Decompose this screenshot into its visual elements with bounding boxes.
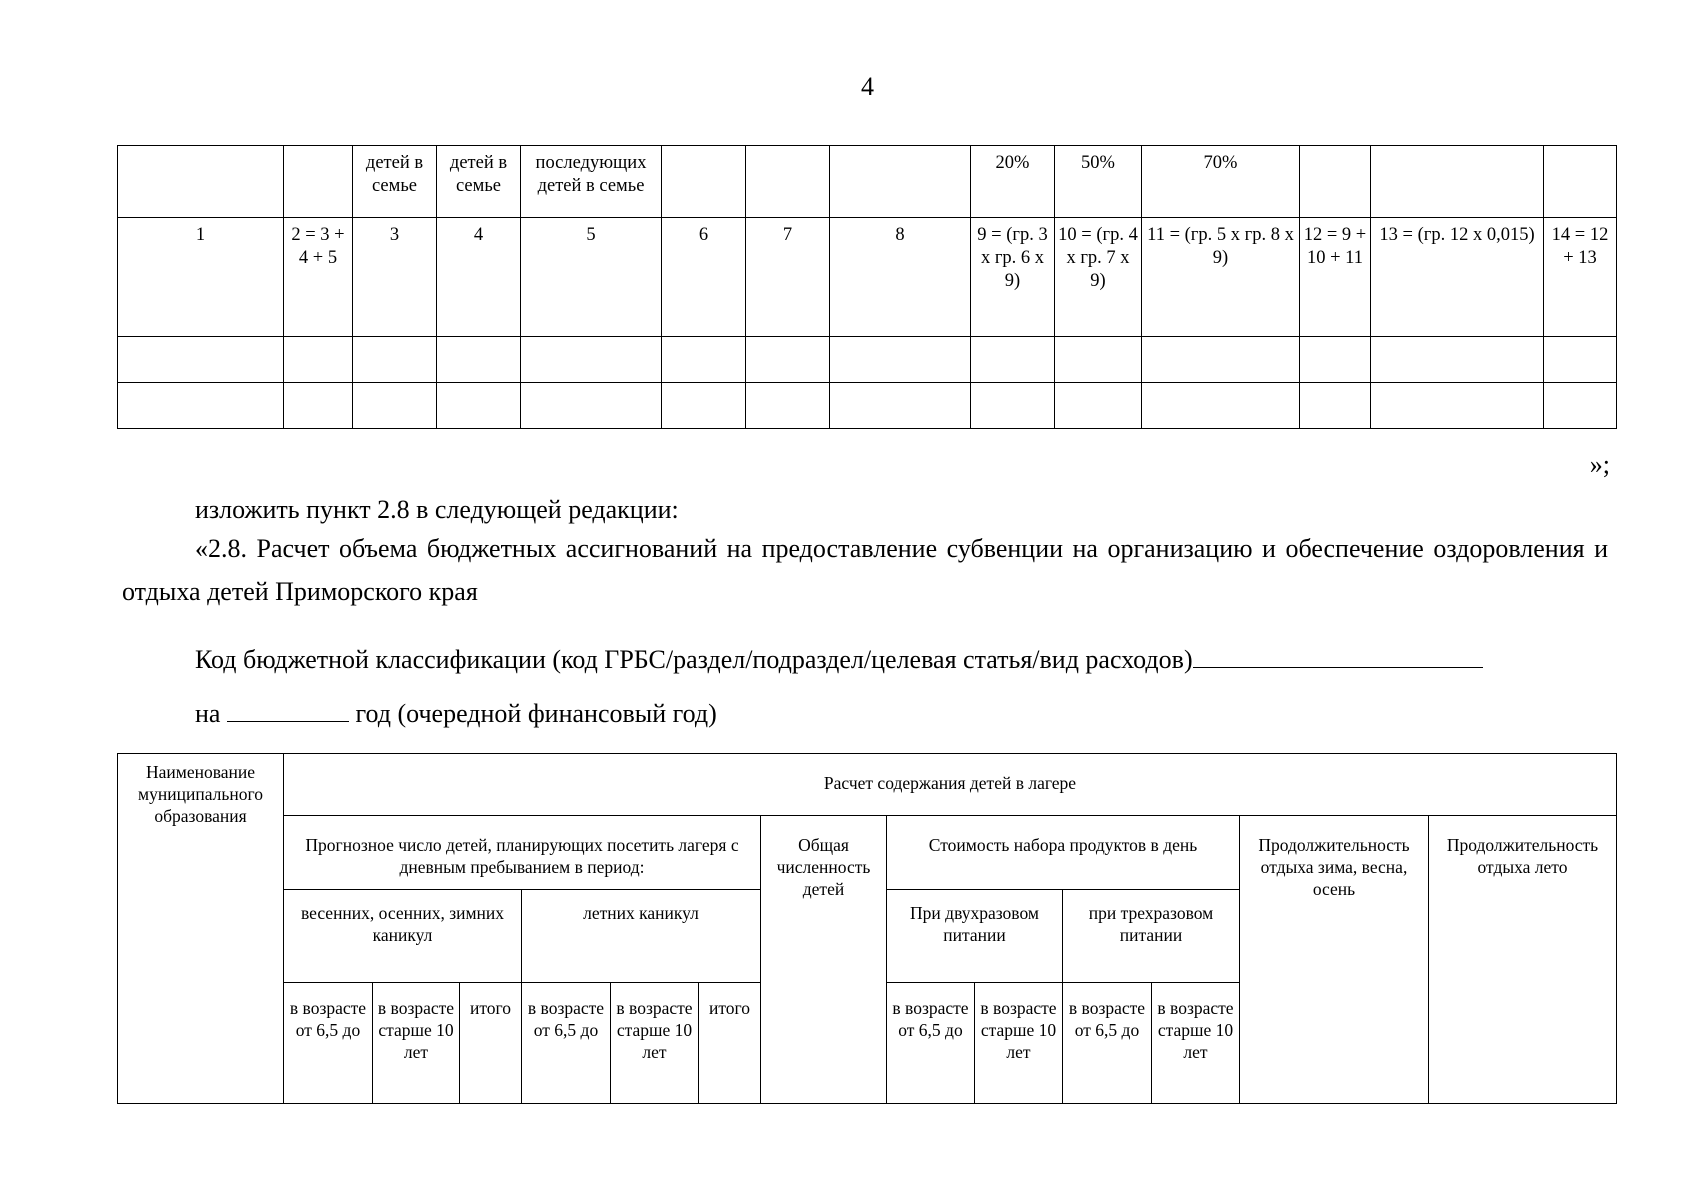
table-cell: 70%: [1142, 146, 1300, 218]
table-cell: 7: [746, 218, 830, 337]
budget-code-line: [195, 638, 1483, 681]
year-prefix: на: [195, 699, 221, 728]
year-blank: [227, 697, 349, 722]
age-young-header: в возрасте от 6,5 до: [887, 983, 975, 1104]
table-cell: 10 = (гр. 4 х гр. 7 х 9): [1055, 218, 1142, 337]
table-row-empty: [118, 337, 1617, 383]
spring-autumn-winter-header: весенних, осенних, зимних каникул: [284, 890, 522, 983]
table-cell: 8: [830, 218, 971, 337]
summer-header: летних каникул: [522, 890, 761, 983]
section-2-8-title: «2.8. Расчет объема бюджетных ассигнований на предоставление субвенции на организацию и обеспечение оздоровления и отдыха детей Приморского края: [122, 534, 1608, 606]
table-cell: 2 = 3 + 4 + 5: [284, 218, 353, 337]
forecast-header: Прогнозное число детей, планирующих посетить лагеря с дневным пребыванием в период:: [284, 816, 761, 890]
age-old-header: в возрасте старше 10 лет: [1152, 983, 1240, 1104]
table-cell: [662, 146, 746, 218]
amendment-instruction: изложить пункт 2.8 в следующей редакции:: [195, 495, 679, 524]
table-cell: [1544, 146, 1617, 218]
table-cell: 14 = 12 + 13: [1544, 218, 1617, 337]
age-old-header: в возрасте старше 10 лет: [611, 983, 699, 1104]
duration-wsa-header: Продолжительность отдыха зима, весна, осень: [1240, 816, 1429, 1104]
table-cell: 4: [437, 218, 521, 337]
table-cell: [746, 146, 830, 218]
table-cell: последующих детей в семье: [521, 146, 662, 218]
itogo-header: итого: [699, 983, 761, 1104]
two-meals-header: При двухразовом питании: [887, 890, 1063, 983]
table-cell: 3: [353, 218, 437, 337]
table-cell: 5: [521, 218, 662, 337]
year-suffix: год (очередной финансовый год): [355, 699, 717, 728]
table-row-column-numbers: [118, 218, 1617, 337]
closing-quote: »;: [1589, 450, 1610, 479]
calc-table-continuation: [117, 145, 1617, 429]
itogo-header: итого: [460, 983, 522, 1104]
age-young-header: в возрасте от 6,5 до: [522, 983, 611, 1104]
table-cell: 1: [118, 218, 284, 337]
age-old-header: в возрасте старше 10 лет: [975, 983, 1063, 1104]
table-cell: [1300, 146, 1371, 218]
table-cell: детей в семье: [353, 146, 437, 218]
page-number: 4: [861, 72, 874, 101]
table-row-empty: [118, 383, 1617, 429]
budget-code-label: Код бюджетной классификации (код ГРБС/раздел/подраздел/целевая статья/вид расходов): [195, 645, 1193, 674]
age-old-header: в возрасте старше 10 лет: [373, 983, 460, 1104]
duration-summer-header: Продолжительность отдыха лето: [1429, 816, 1617, 1104]
three-meals-header: при трехразовом питании: [1063, 890, 1240, 983]
age-young-header: в возрасте от 6,5 до: [1063, 983, 1152, 1104]
table-cell: 11 = (гр. 5 х гр. 8 х 9): [1142, 218, 1300, 337]
year-line: [195, 692, 717, 735]
table-cell: 20%: [971, 146, 1055, 218]
food-cost-header: Стоимость набора продуктов в день: [887, 816, 1240, 890]
table-cell: [118, 146, 284, 218]
table-cell: [830, 146, 971, 218]
table-cell: детей в семье: [437, 146, 521, 218]
table-cell: 12 = 9 + 10 + 11: [1300, 218, 1371, 337]
table-cell: [1371, 146, 1544, 218]
budget-code-blank: [1193, 643, 1483, 668]
table-cell: 9 = (гр. 3 х гр. 6 х 9): [971, 218, 1055, 337]
table-cell: [284, 146, 353, 218]
table-cell: 50%: [1055, 146, 1142, 218]
municipality-header: Наименование муниципального образования: [118, 754, 284, 1104]
total-children-header: Общая численность детей: [761, 816, 887, 1104]
table-row-header: [118, 146, 1617, 218]
age-young-header: в возрасте от 6,5 до: [284, 983, 373, 1104]
calc-header: Расчет содержания детей в лагере: [284, 754, 1617, 816]
table-cell: 13 = (гр. 12 х 0,015): [1371, 218, 1544, 337]
table-cell: 6: [662, 218, 746, 337]
camp-cost-table: [117, 753, 1617, 1104]
